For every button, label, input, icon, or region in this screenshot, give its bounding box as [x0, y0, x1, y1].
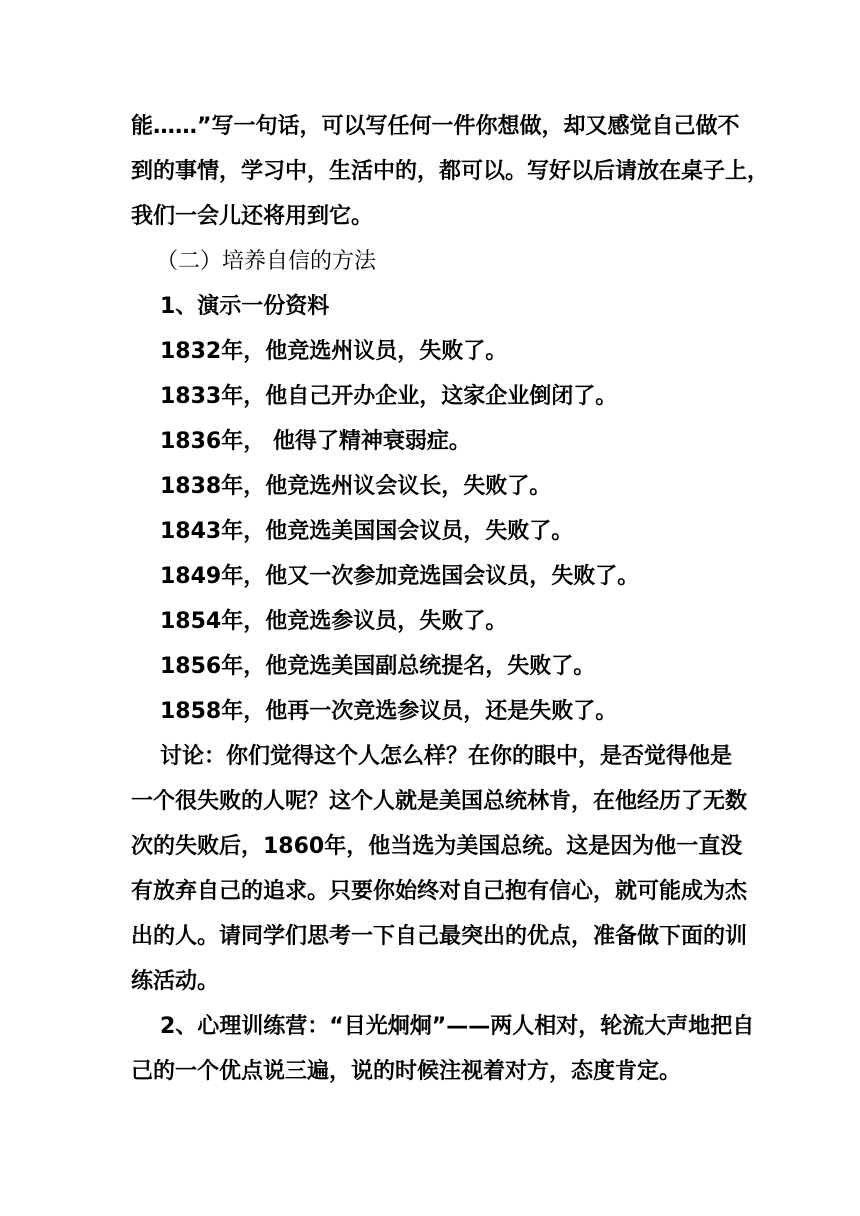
- paragraph-line: 我们一会儿还将用到它。: [131, 204, 374, 229]
- discussion-line: 有放弃自己的追求。只要你始终对自己抱有信心，就可能成为杰: [131, 879, 748, 904]
- timeline-item: 1856年，他竞选美国副总统提名，失败了。: [160, 654, 596, 679]
- discussion-line: 次的失败后，1860年，他当选为美国总统。这是因为他一直没: [131, 834, 743, 859]
- timeline-item: 1838年，他竞选州议会议长，失败了。: [160, 474, 552, 499]
- timeline-item: 1832年，他竞选州议员，失败了。: [160, 339, 508, 364]
- timeline-item: 1849年，他又一次参加竞选国会议员，失败了。: [160, 564, 640, 589]
- discussion-line: 练活动。: [131, 969, 220, 994]
- timeline-item: 1843年，他竞选美国国会议员，失败了。: [160, 519, 574, 544]
- activity-line: 2、心理训练营：“目光炯炯”——两人相对，轮流大声地把自: [160, 1014, 755, 1039]
- activity-line: 己的一个优点说三遍，说的时候注视着对方，态度肯定。: [131, 1059, 682, 1084]
- subsection-heading: 1、演示一份资料: [160, 294, 330, 319]
- section-heading: （二）培养自信的方法: [156, 249, 377, 274]
- timeline-item: 1858年，他再一次竞选参议员，还是失败了。: [160, 699, 618, 724]
- paragraph-line: 能……”写一句话，可以写任何一件你想做，却又感觉自己做不: [131, 114, 740, 139]
- discussion-line: 讨论：你们觉得这个人怎么样？在你的眼中，是否觉得他是: [160, 744, 733, 769]
- timeline-item: 1854年，他竞选参议员，失败了。: [160, 609, 508, 634]
- timeline-item: 1836年， 他得了精神衰弱症。: [160, 429, 471, 454]
- paragraph-line: 到的事情，学习中，生活中的，都可以。写好以后请放在桌子上，: [131, 159, 770, 184]
- discussion-line: 出的人。请同学们思考一下自己最突出的优点，准备做下面的训: [131, 924, 748, 949]
- timeline-item: 1833年，他自己开办企业，这家企业倒闭了。: [160, 384, 618, 409]
- discussion-line: 一个很失败的人呢？这个人就是美国总统林肯，在他经历了无数: [131, 789, 748, 814]
